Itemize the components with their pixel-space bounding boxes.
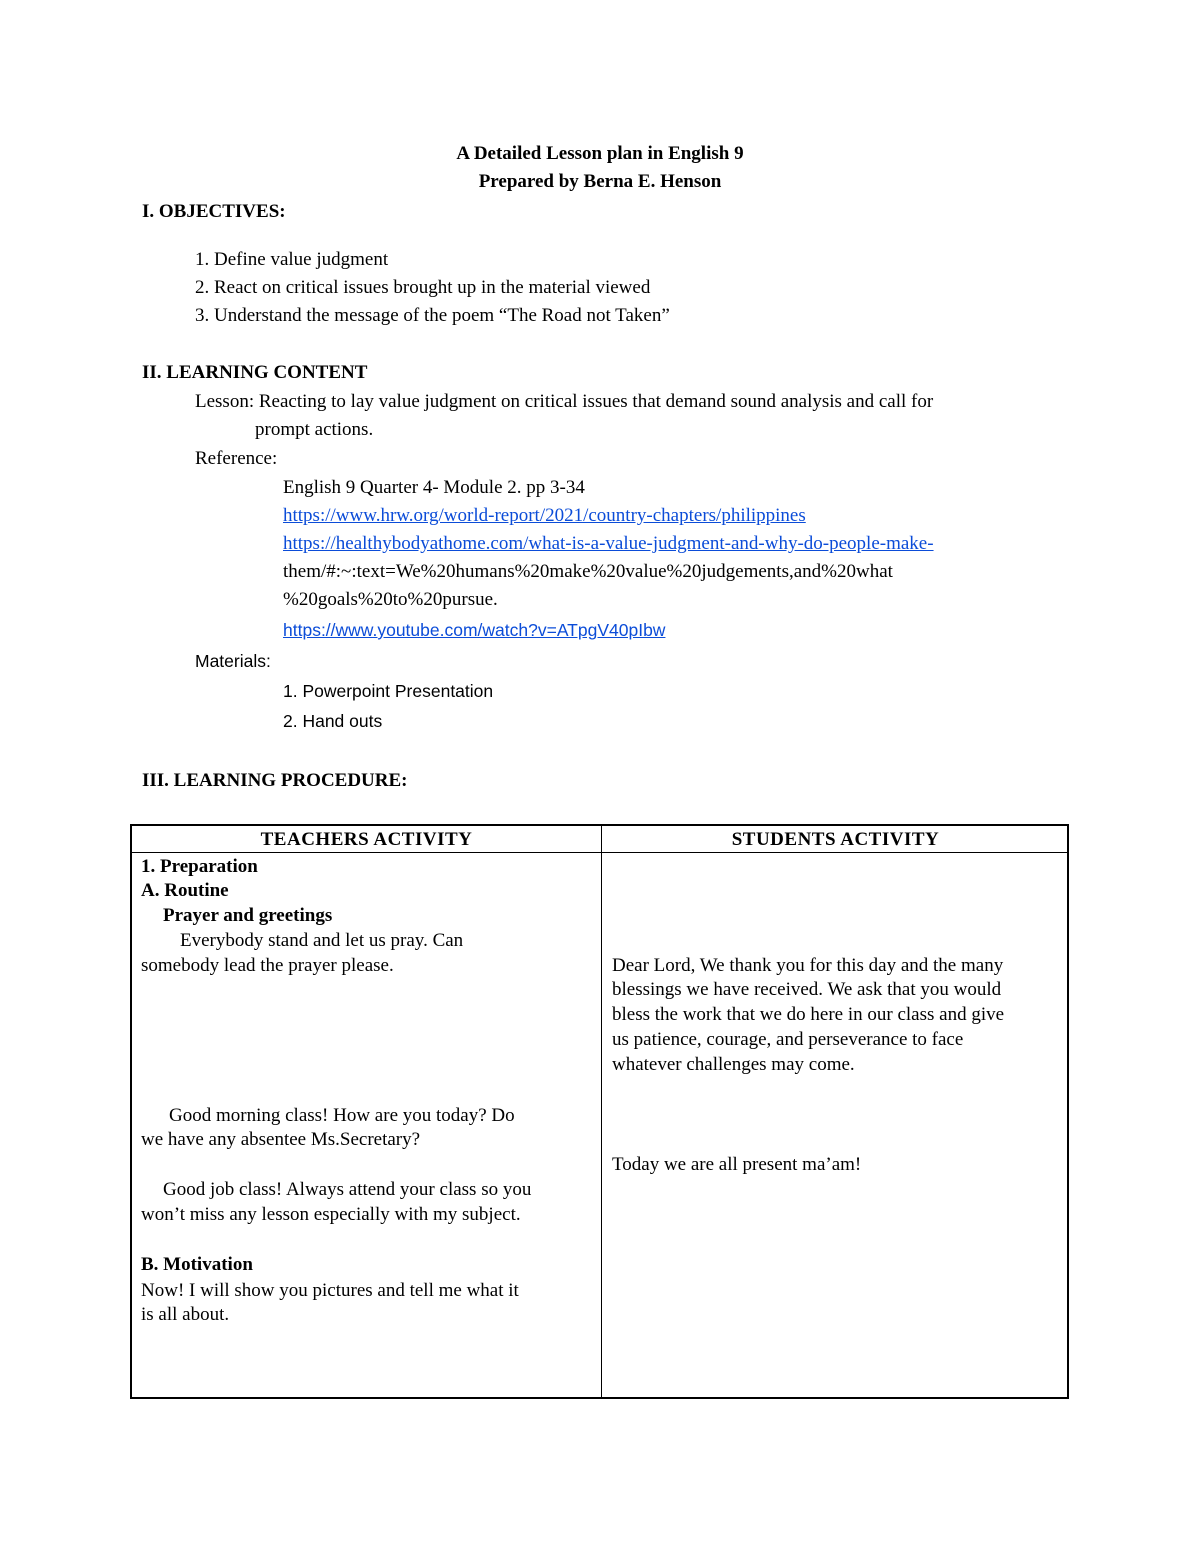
- reference-link-hrw[interactable]: https://www.hrw.org/world-report/2021/country-chapters/philippines: [283, 505, 806, 526]
- student-prayer-text: bless the work that we do here in our class and give: [612, 1004, 1005, 1025]
- teacher-motivation-text-cont: is all about.: [141, 1304, 230, 1325]
- preparation-heading: 1. Preparation: [141, 856, 258, 877]
- objective-item: 2. React on critical issues brought up in the material viewed: [195, 277, 651, 298]
- table-header-divider: [132, 852, 1067, 853]
- reference-book: English 9 Quarter 4- Module 2. pp 3-34: [283, 477, 585, 498]
- document-title: A Detailed Lesson plan in English 9: [456, 143, 744, 164]
- routine-heading: A. Routine: [141, 880, 229, 901]
- teacher-greeting-text: Good morning class! How are you today? Do: [169, 1105, 515, 1126]
- motivation-heading: B. Motivation: [141, 1254, 253, 1275]
- teacher-goodjob-text-cont: won’t miss any lesson especially with my subject.: [141, 1204, 521, 1225]
- lesson-text: Lesson: Reacting to lay value judgment on critical issues that demand sound analysis and call for: [195, 391, 934, 412]
- student-attendance-text: Today we are all present ma’am!: [612, 1154, 862, 1175]
- objectives-heading: I. OBJECTIVES:: [142, 201, 286, 222]
- student-prayer-text: Dear Lord, We thank you for this day and the many: [612, 955, 1004, 976]
- teacher-motivation-text: Now! I will show you pictures and tell me what it: [141, 1280, 519, 1301]
- materials-label: Materials:: [195, 651, 271, 671]
- document-author: Prepared by Berna E. Henson: [478, 171, 722, 192]
- learning-content-heading: II. LEARNING CONTENT: [142, 362, 368, 383]
- header-teachers-activity: TEACHERS ACTIVITY: [260, 829, 473, 850]
- header-students-activity: STUDENTS ACTIVITY: [731, 829, 940, 850]
- teacher-prayer-text-cont: somebody lead the prayer please.: [141, 955, 394, 976]
- material-item: 2. Hand outs: [283, 711, 383, 731]
- reference-link-healthybody-cont: them/#:~:text=We%20humans%20make%20value%20judgements,and%20what: [283, 561, 893, 582]
- teacher-prayer-text: Everybody stand and let us pray. Can: [180, 930, 464, 951]
- reference-link-youtube[interactable]: https://www.youtube.com/watch?v=ATpgV40pIbw: [283, 620, 666, 640]
- procedure-table: [130, 824, 1069, 1399]
- material-item: 1. Powerpoint Presentation: [283, 681, 494, 701]
- teacher-greeting-text-cont: we have any absentee Ms.Secretary?: [141, 1129, 421, 1150]
- teacher-goodjob-text: Good job class! Always attend your class so you: [163, 1179, 532, 1200]
- prayer-heading: Prayer and greetings: [163, 905, 333, 926]
- student-prayer-text: blessings we have received. We ask that you would: [612, 979, 1002, 1000]
- table-column-divider: [601, 826, 602, 1397]
- reference-link-healthybody[interactable]: https://healthybodyathome.com/what-is-a-value-judgment-and-why-do-people-make-: [283, 533, 934, 554]
- objective-item: 3. Understand the message of the poem “The Road not Taken”: [195, 305, 670, 326]
- student-prayer-text: us patience, courage, and perseverance to face: [612, 1029, 964, 1050]
- lesson-text-cont: prompt actions.: [255, 419, 374, 440]
- reference-link-healthybody-end: %20goals%20to%20pursue.: [283, 589, 498, 610]
- student-prayer-text: whatever challenges may come.: [612, 1054, 855, 1075]
- objective-item: 1. Define value judgment: [195, 249, 389, 270]
- reference-label: Reference:: [195, 448, 278, 469]
- learning-procedure-heading: III. LEARNING PROCEDURE:: [142, 770, 408, 791]
